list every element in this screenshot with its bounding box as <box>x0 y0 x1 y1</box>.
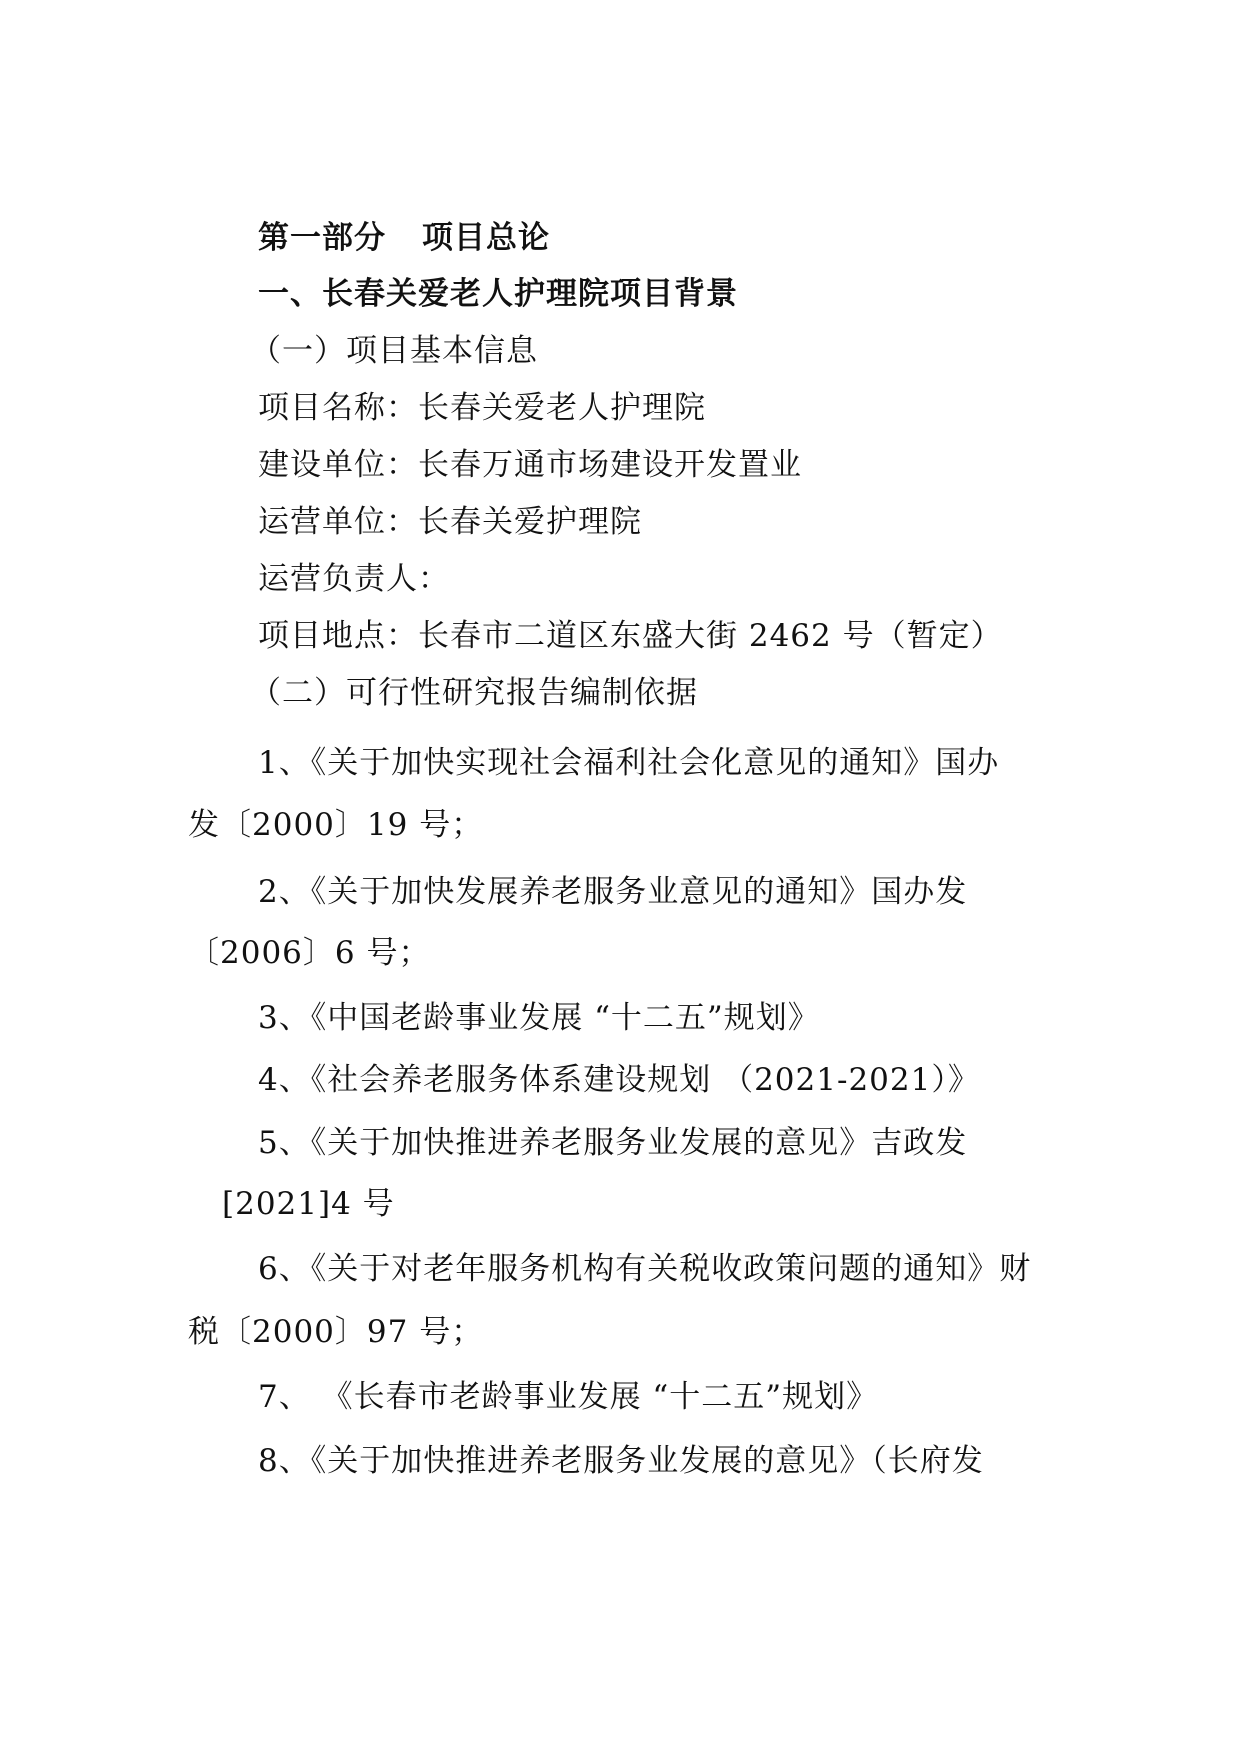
field-builder <box>258 445 802 485</box>
section-heading: 一、长春关爱老人护理院项目背景 <box>258 276 738 312</box>
reference-item-7: 7、 《长春市老龄事业发展 “十二五”规划》 <box>258 1379 879 1415</box>
part-title: 项目总论 <box>422 220 550 256</box>
reference-item-1: 1、《关于加快实现社会福利社会化意见的通知》国办 <box>258 745 1000 781</box>
reference-item-4: 4、《社会养老服务体系建设规划 （2021-2021）》 <box>258 1062 980 1098</box>
field-label: 运营负责人： <box>258 561 450 597</box>
field-operator-manager <box>258 559 450 599</box>
field-project-name <box>258 388 706 428</box>
reference-item-6: 6、《关于对老年服务机构有关税收政策问题的通知》财 <box>258 1251 1032 1287</box>
field-label: 项目名称： <box>258 390 418 426</box>
reference-item-6-cont: 税〔2000〕97 号； <box>188 1314 484 1350</box>
part-number: 第一部分 <box>258 220 386 256</box>
reference-item-5: 5、《关于加快推进养老服务业发展的意见》吉政发 <box>258 1125 968 1161</box>
field-label: 项目地点： <box>258 618 418 654</box>
part-heading <box>258 218 550 258</box>
subsection-heading: （二）可行性研究报告编制依据 <box>250 675 698 711</box>
reference-item-3: 3、《中国老龄事业发展 “十二五”规划》 <box>258 1000 820 1036</box>
field-value: 长春市二道区东盛大街 2462 号（暂定） <box>418 618 1003 654</box>
reference-item-2: 2、《关于加快发展养老服务业意见的通知》国办发 <box>258 874 968 910</box>
subsection-heading: （一）项目基本信息 <box>250 333 538 369</box>
reference-item-1-cont: 发〔2000〕19 号； <box>188 807 484 843</box>
reference-item-5-cont: [2021]4 号 <box>222 1186 395 1222</box>
field-value: 长春万通市场建设开发置业 <box>418 447 802 483</box>
reference-item-2-cont: 〔2006〕6 号； <box>188 935 431 971</box>
reference-item-8: 8、《关于加快推进养老服务业发展的意见》（长府发 <box>258 1443 984 1479</box>
field-value: 长春关爱老人护理院 <box>418 390 706 426</box>
field-value: 长春关爱护理院 <box>418 504 642 540</box>
field-operator <box>258 502 642 542</box>
field-label: 建设单位： <box>258 447 418 483</box>
field-location <box>258 616 1003 656</box>
field-label: 运营单位： <box>258 504 418 540</box>
